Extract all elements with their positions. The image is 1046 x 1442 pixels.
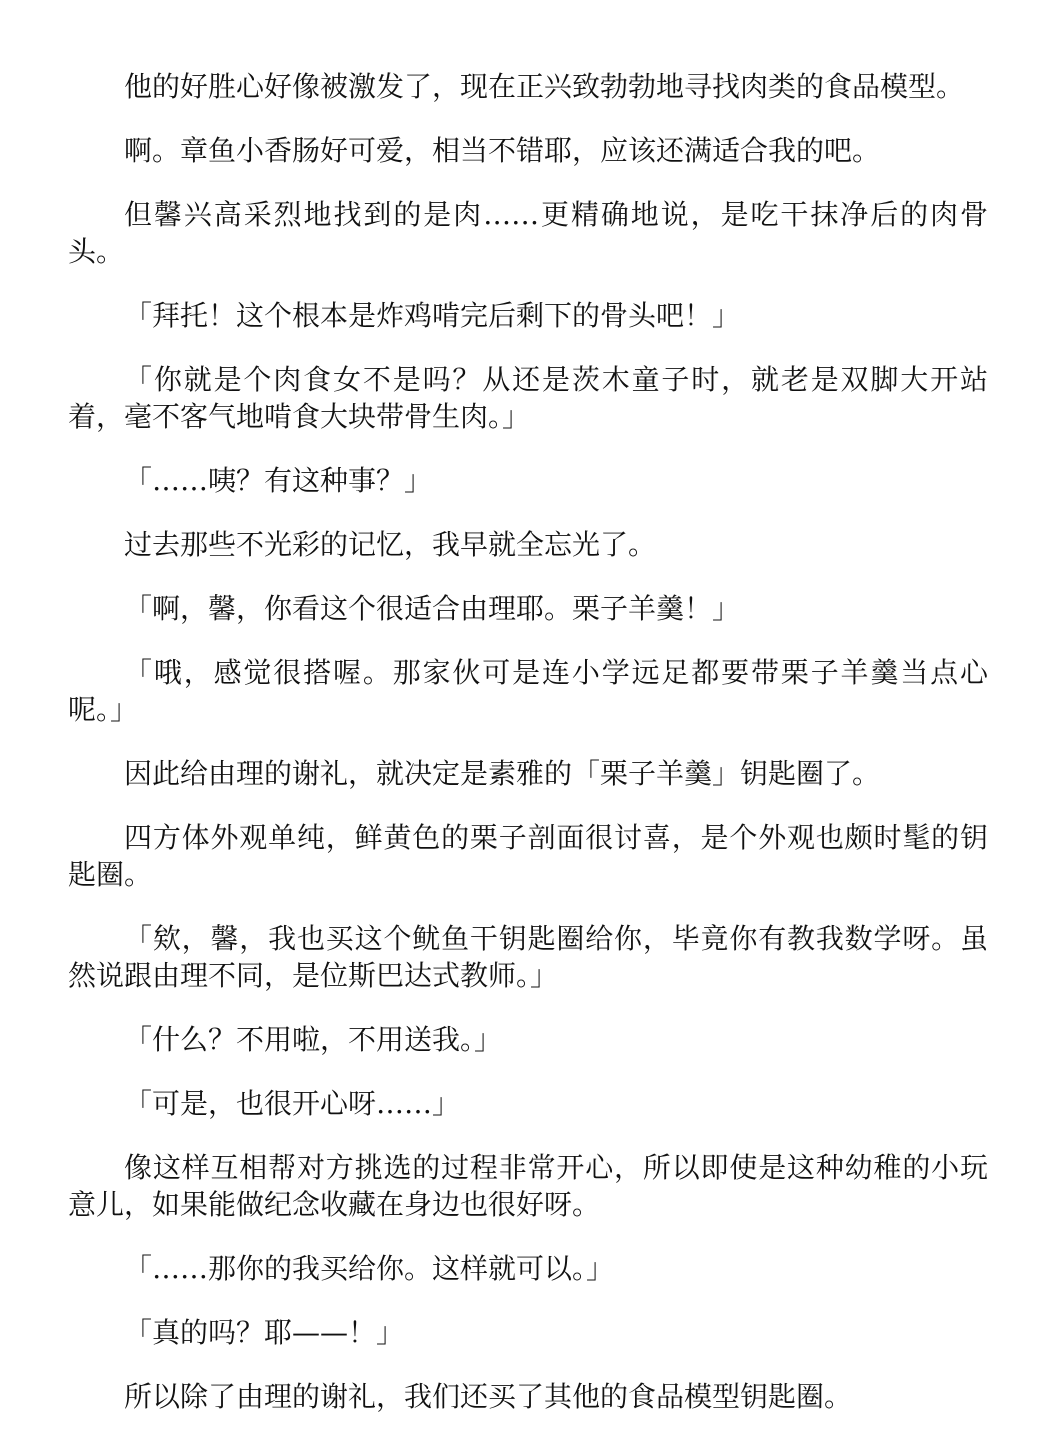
paragraph: 啊。章鱼小香肠好可爱，相当不错耶，应该还满适合我的吧。 [124,134,881,167]
paragraph: 四方体外观单纯，鲜黄色的栗子剖面很讨喜，是个外观也颇时髦的钥匙圈。 [68,821,988,891]
paragraph: 「……咦？有这种事？」 [124,464,433,497]
paragraph: 「什么？不用啦，不用送我。」 [124,1023,503,1056]
paragraph: 因此给由理的谢礼，就决定是素雅的「栗子羊羹」钥匙圈了。 [124,757,881,790]
paragraph: 「可是，也很开心呀……」 [124,1087,461,1120]
paragraph: 「欸，馨，我也买这个鱿鱼干钥匙圈给你，毕竟你有教我数学呀。虽然说跟由理不同，是位斯巴达式教师。」 [68,922,988,992]
paragraph: 像这样互相帮对方挑选的过程非常开心，所以即使是这种幼稚的小玩意儿，如果能做纪念收藏在身边也很好呀。 [68,1151,988,1221]
paragraph: 「真的吗？耶——！」 [124,1316,405,1349]
paragraph: 他的好胜心好像被激发了，现在正兴致勃勃地寻找肉类的食品模型。 [124,70,965,103]
paragraph: 「你就是个肉食女不是吗？从还是茨木童子时，就老是双脚大开站着，毫不客气地啃食大块带骨生肉。」 [68,363,988,433]
paragraph: 所以除了由理的谢礼，我们还买了其他的食品模型钥匙圈。 [124,1380,853,1413]
paragraph: 「拜托！这个根本是炸鸡啃完后剩下的骨头吧！」 [124,299,741,332]
document-page [68,68,988,1442]
paragraph: 但馨兴高采烈地找到的是肉……更精确地说，是吃干抹净后的肉骨头。 [68,198,988,268]
paragraph: 「……那你的我买给你。这样就可以。」 [124,1252,615,1285]
paragraph: 过去那些不光彩的记忆，我早就全忘光了。 [124,528,657,561]
paragraph: 「哦，感觉很搭喔。那家伙可是连小学远足都要带栗子羊羹当点心呢。」 [68,656,988,726]
paragraph: 「啊，馨，你看这个很适合由理耶。栗子羊羹！」 [124,592,741,625]
